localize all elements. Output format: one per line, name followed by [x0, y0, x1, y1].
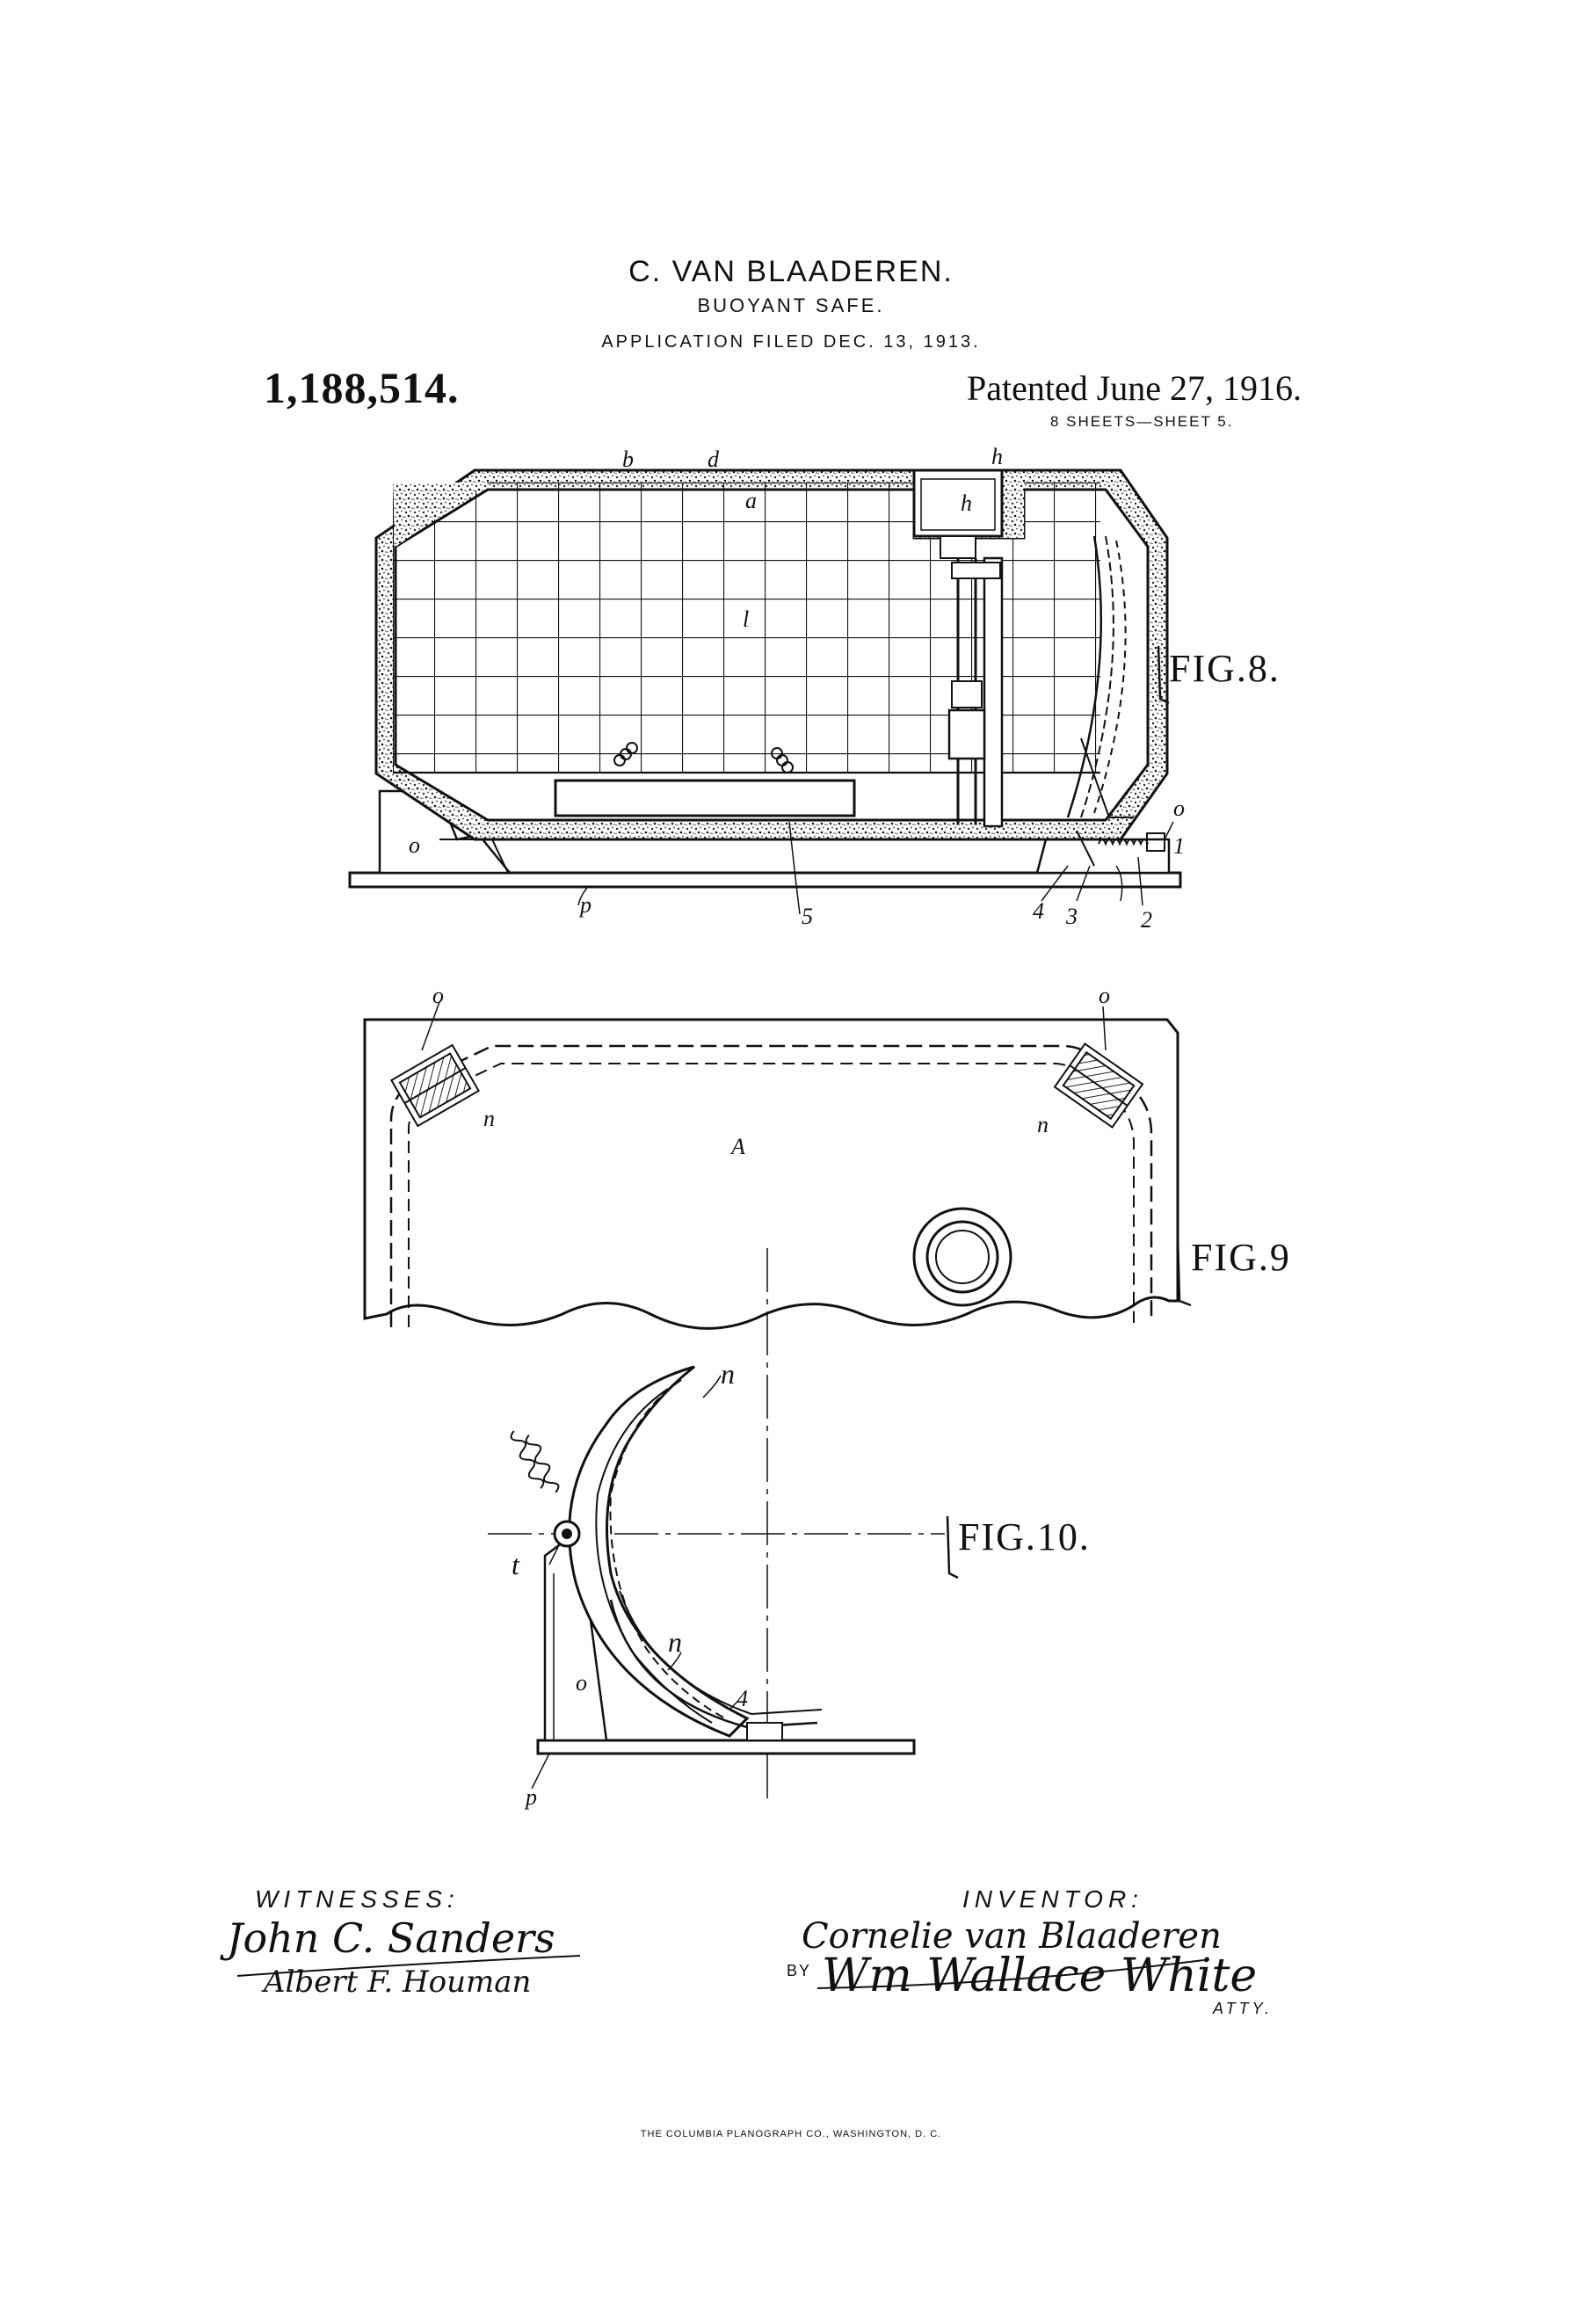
- patented-date: Patented June 27, 1916.: [967, 368, 1303, 408]
- ref-label-2: 2: [1141, 907, 1152, 933]
- ref-label-o-fig10: o: [576, 1670, 587, 1696]
- ref-label-p-fig10: p: [526, 1784, 537, 1810]
- application-filed: APPLICATION FILED DEC. 13, 1913.: [601, 332, 981, 352]
- ref-label-t: t: [512, 1549, 519, 1580]
- witness-signature-1: John C. Sanders: [227, 1914, 555, 1962]
- figure-8-drawing: [350, 470, 1180, 914]
- patent-number: 1,188,514.: [264, 363, 460, 412]
- figure-10-drawing: [488, 1248, 958, 1802]
- witnesses-heading: WITNESSES:: [255, 1885, 460, 1913]
- attorney-label: ATTY.: [1213, 2000, 1274, 2017]
- ref-label-h-box: h: [961, 490, 972, 516]
- ref-label-o-fig8-right: o: [1173, 795, 1185, 821]
- figure-9-drawing: [365, 1002, 1191, 1328]
- figure-9-label: FIG.9: [1191, 1236, 1291, 1279]
- ref-label-a: a: [745, 488, 757, 513]
- inventor-heading: INVENTOR:: [962, 1885, 1143, 1913]
- patent-title: BUOYANT SAFE.: [697, 294, 885, 316]
- ref-label-n-fig9-left: n: [483, 1106, 495, 1131]
- by-label: BY: [787, 1962, 812, 1979]
- ref-label-b: b: [622, 447, 634, 472]
- ref-label-5: 5: [802, 904, 813, 929]
- ref-label-o-fig9-left: o: [432, 983, 444, 1008]
- witness-signature-2: Albert F. Houman: [264, 1965, 532, 2000]
- ref-label-A: A: [731, 1134, 745, 1159]
- ref-label-n-fig9-right: n: [1037, 1112, 1049, 1137]
- sheet-count: 8 SHEETS—SHEET 5.: [1050, 413, 1234, 430]
- ref-label-h-top: h: [991, 444, 1003, 469]
- ref-label-l: l: [743, 606, 750, 632]
- printer-footer: THE COLUMBIA PLANOGRAPH CO., WASHINGTON, D. C.: [640, 2129, 942, 2139]
- ref-label-4-fig10: 4: [737, 1686, 748, 1711]
- ref-label-o-fig9-right: o: [1099, 983, 1110, 1008]
- ref-label-o-fig8-left: o: [409, 832, 420, 858]
- ref-label-n-fig10-top: n: [721, 1358, 735, 1390]
- ref-label-4-fig8: 4: [1033, 898, 1044, 924]
- figure-10-label: FIG.10.: [958, 1515, 1091, 1558]
- ref-label-p-fig8: p: [580, 892, 591, 918]
- ref-label-n-fig10-bottom: n: [668, 1626, 682, 1658]
- attorney-signature: Wm Wallace White: [822, 1950, 1258, 2002]
- figure-8-label: FIG.8.: [1169, 647, 1281, 690]
- ref-label-1: 1: [1173, 833, 1185, 859]
- inventor-signature: Cornelie van Blaaderen: [802, 1916, 1222, 1957]
- ref-label-3: 3: [1066, 904, 1078, 929]
- inventor-name: C. VAN BLAADEREN.: [628, 255, 954, 288]
- ref-label-d: d: [708, 447, 719, 472]
